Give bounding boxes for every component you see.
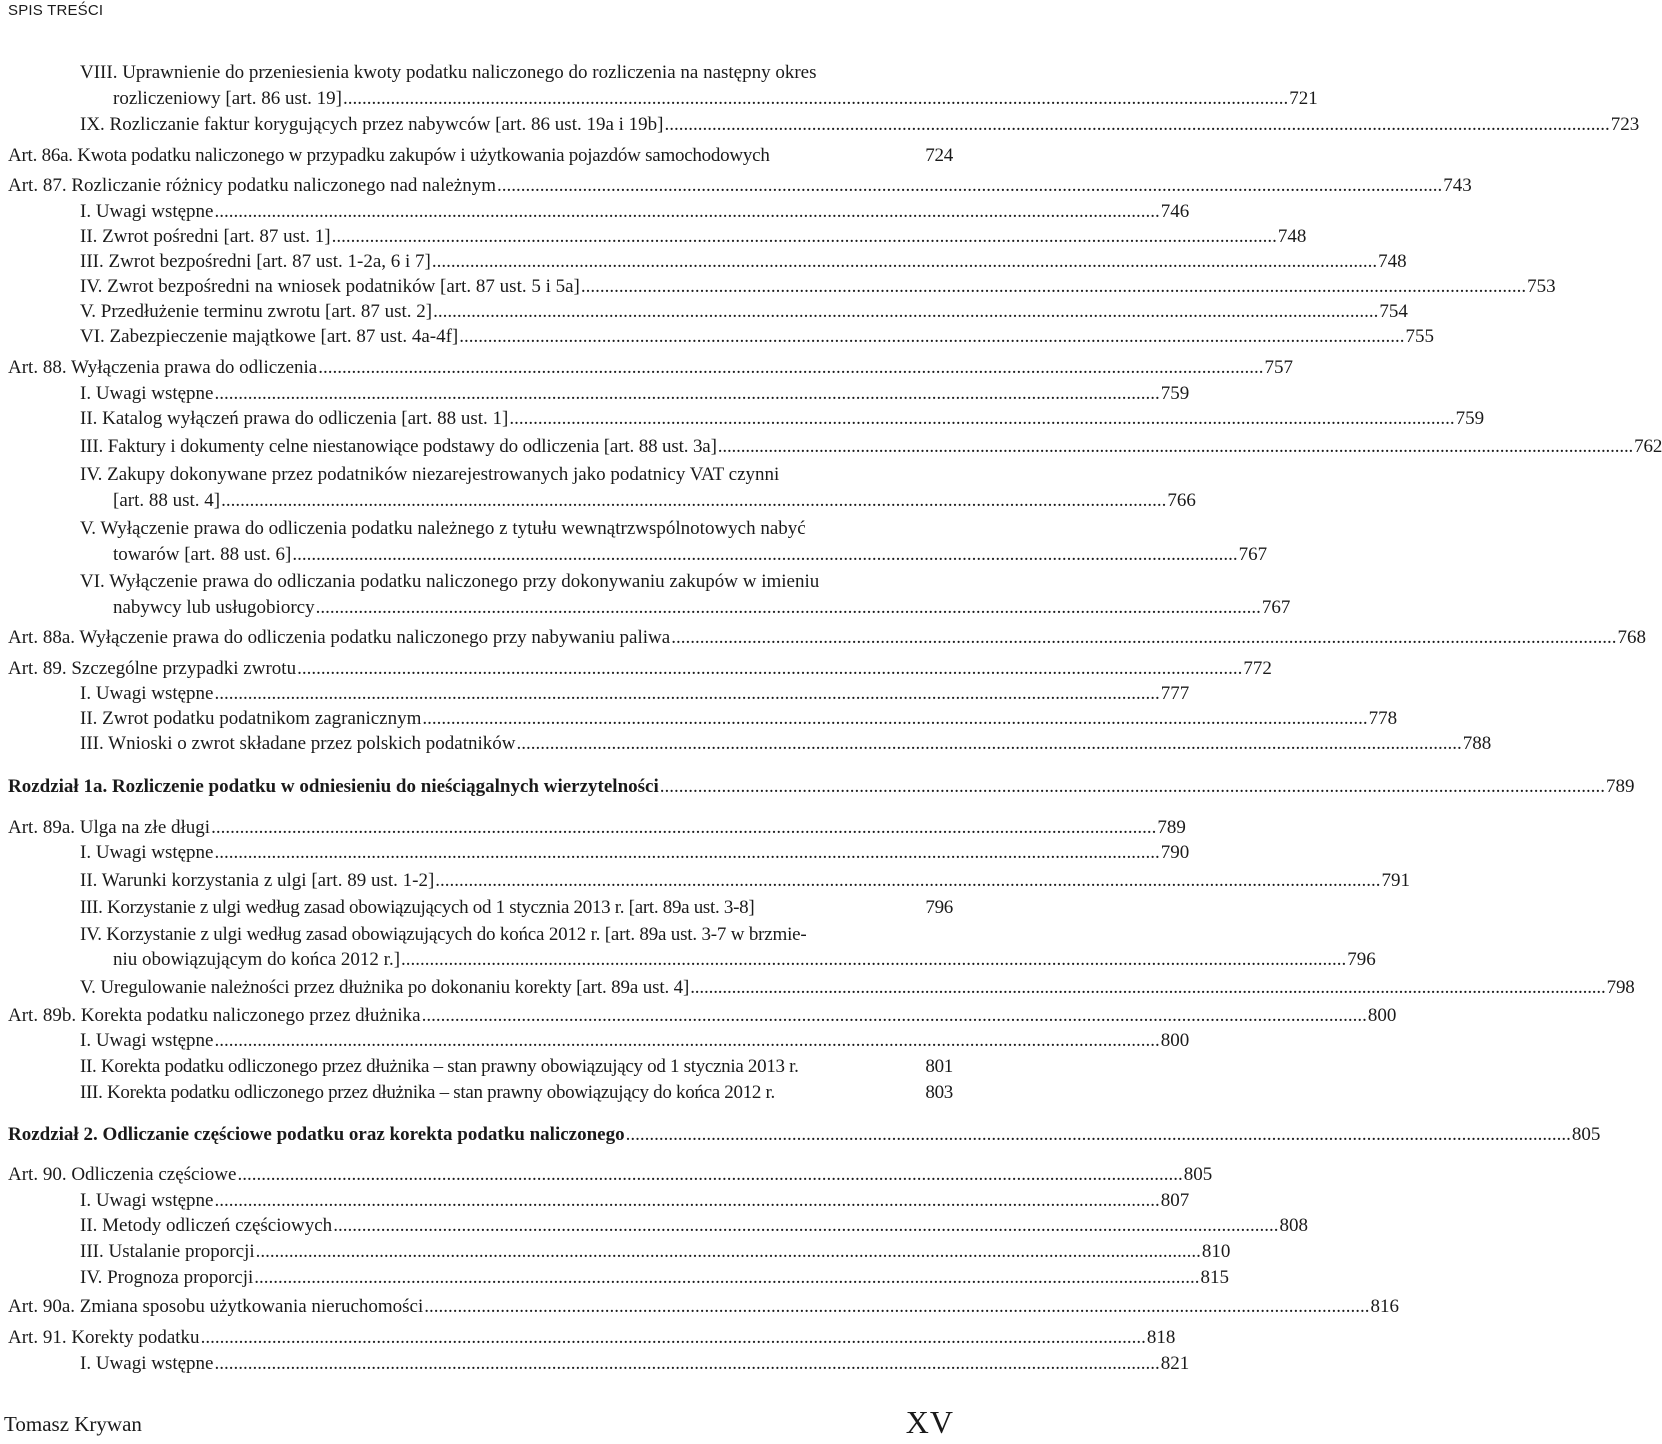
footer-page-number: XV [905,1404,954,1440]
toc-entry[interactable]: rozliczeniowy [art. 86 ust. 19] ....................................................................................................................................................................................................... 721 [113,86,953,112]
footer-author: Tomasz Krywan [4,1412,142,1436]
dot-leader: ....................................................................................................................................................................................................... [459,326,1405,347]
toc-entry[interactable]: I. Uwagi wstępne ....................................................................................................................................................................................................... 746 [80,199,953,225]
toc-page-number: 772 [1243,658,1272,679]
dot-leader: ....................................................................................................................................................................................................... [237,1164,1183,1185]
dot-leader: ....................................................................................................................................................................................................... [292,544,1238,565]
dot-leader: ....................................................................................................................................................................................................... [580,276,1527,297]
toc-entry[interactable]: III. Wnioski o zwrot składane przez polskich podatników ....................................................................................................................................................................................................... 788 [80,731,953,757]
toc-entry[interactable]: II. Metody odliczeń częściowych ....................................................................................................................................................................................................... 808 [80,1213,953,1239]
dot-leader: ....................................................................................................................................................................................................... [214,383,1160,404]
toc-entry[interactable]: IX. Rozliczanie faktur korygujących przez nabywców [art. 86 ust. 19a i 19b] ....................................................................................................................................................................................................... 723 [80,112,953,138]
dot-leader: ....................................................................................................................................................................................................... [214,1190,1160,1211]
dot-leader: ....................................................................................................................................................................................................... [214,842,1160,863]
toc-page-number: 808 [1279,1215,1308,1236]
toc-page-number: 724 [925,145,953,166]
toc-page-number: 743 [1443,175,1472,196]
toc-entry[interactable]: II. Warunki korzystania z ulgi [art. 89 ust. 1-2] ....................................................................................................................................................................................................... 791 [80,868,953,894]
toc-page-number: 798 [1606,977,1635,998]
toc-page-number: 748 [1378,251,1407,272]
dot-leader: ....................................................................................................................................................................................................... [315,597,1261,618]
toc-page-number: 759 [1160,383,1190,404]
toc-entry[interactable]: Art. 89. Szczególne przypadki zwrotu ....................................................................................................................................................................................................... 772 [8,656,953,682]
toc-entry[interactable]: I. Uwagi wstępne ....................................................................................................................................................................................................... 777 [80,681,953,707]
dot-leader: ....................................................................................................................................................................................................... [659,776,1605,797]
toc-page-number: 801 [925,1056,953,1077]
toc-page-number: 810 [1201,1241,1231,1262]
dot-leader: ....................................................................................................................................................................................................... [342,88,1289,109]
dot-leader: ....................................................................................................................................................................................................... [211,817,1157,838]
toc-page-number: 748 [1277,226,1307,247]
toc-page-number: 803 [925,1082,953,1103]
toc-entry[interactable]: I. Uwagi wstępne ....................................................................................................................................................................................................... 790 [80,840,953,866]
toc-entry[interactable]: III. Faktury i dokumenty celne niestanowiące podstawy do odliczenia [art. 88 ust. 3a] ....................................................................................................................................................................................................... 762 [80,434,953,460]
toc-page-number: 746 [1160,201,1190,222]
toc-page-number: 815 [1200,1267,1230,1288]
toc-entry[interactable]: IV. Korzystanie z ulgi według zasad obowiązujących do końca 2012 r. [art. 89a ust. 3-7 w brzmie- [80,924,807,945]
toc-entry[interactable]: I. Uwagi wstępne ....................................................................................................................................................................................................... 807 [80,1188,953,1214]
toc-page-number: 757 [1264,357,1293,378]
toc-entry[interactable]: V. Uregulowanie należności przez dłużnika po dokonaniu korekty [art. 89a ust. 4] ....................................................................................................................................................................................................... 798 [80,975,953,1001]
dot-leader: ....................................................................................................................................................................................................... [331,226,1277,247]
toc-chapter-entry[interactable]: Rozdział 2. Odliczanie częściowe podatku oraz korekta podatku naliczonego ....................................................................................................................................................................................................... 805 [8,1122,953,1148]
toc-entry[interactable]: III. Korekta podatku odliczonego przez dłużnika – stan prawny obowiązujący do końca 2012 r. 803 [80,1080,953,1106]
toc-entry[interactable]: I. Uwagi wstępne ....................................................................................................................................................................................................... 800 [80,1028,953,1054]
toc-page-number: 800 [1367,1005,1397,1026]
dot-leader: ....................................................................................................................................................................................................... [401,949,1347,970]
toc-page-number: 818 [1146,1327,1176,1348]
toc-entry[interactable]: [art. 88 ust. 4] ....................................................................................................................................................................................................... 766 [113,488,953,514]
toc-entry[interactable]: niu obowiązującym do końca 2012 r.] ....................................................................................................................................................................................................... 796 [113,947,953,973]
dot-leader: ....................................................................................................................................................................................................... [200,1327,1146,1348]
toc-entry[interactable]: Art. 88a. Wyłączenie prawa do odliczenia podatku naliczonego przy nabywaniu paliwa ....................................................................................................................................................................................................... 768 [8,625,953,651]
toc-page-number: 723 [1610,114,1640,135]
toc-entry[interactable]: Art. 91. Korekty podatku ....................................................................................................................................................................................................... 818 [8,1325,953,1351]
toc-entry[interactable]: IV. Zakupy dokonywane przez podatników niezarejestrowanych jako podatnicy VAT czynni [80,464,780,485]
toc-entry[interactable]: III. Ustalanie proporcji ....................................................................................................................................................................................................... 810 [80,1239,953,1265]
dot-leader: ....................................................................................................................................................................................................... [664,114,1610,135]
toc-page-number: 807 [1160,1190,1190,1211]
toc-entry[interactable]: nabywcy lub usługobiorcy ....................................................................................................................................................................................................... 767 [113,595,953,621]
toc-entry[interactable]: IV. Prognoza proporcji ....................................................................................................................................................................................................... 815 [80,1265,953,1291]
toc-entry[interactable]: V. Przedłużenie terminu zwrotu [art. 87 ust. 2] ....................................................................................................................................................................................................... 754 [80,299,953,325]
toc-page-number: 789 [1606,776,1635,797]
toc-entry[interactable]: Art. 89a. Ulga na złe długi ....................................................................................................................................................................................................... 789 [8,815,953,841]
dot-leader: ....................................................................................................................................................................................................... [318,357,1264,378]
toc-entry[interactable]: I. Uwagi wstępne ....................................................................................................................................................................................................... 759 [80,381,953,407]
toc-entry[interactable]: Art. 90a. Zmiana sposobu użytkowania nieruchomości ....................................................................................................................................................................................................... 816 [8,1294,953,1320]
toc-page-number: 777 [1160,683,1190,704]
toc-page-number: 778 [1368,708,1398,729]
dot-leader: ....................................................................................................................................................................................................... [297,658,1243,679]
toc-page-number: 767 [1238,544,1268,565]
dot-leader: ....................................................................................................................................................................................................... [214,1030,1160,1051]
toc-page-number: 754 [1379,301,1408,322]
toc-entry[interactable]: I. Uwagi wstępne ....................................................................................................................................................................................................... 821 [80,1351,953,1377]
toc-entry[interactable]: Art. 89b. Korekta podatku naliczonego przez dłużnika ....................................................................................................................................................................................................... 800 [8,1003,953,1029]
toc-entry[interactable]: Art. 88. Wyłączenia prawa do odliczenia ....................................................................................................................................................................................................... 757 [8,355,953,381]
dot-leader: ....................................................................................................................................................................................................... [214,1353,1160,1374]
toc-page-number: 796 [1347,949,1376,970]
running-header: SPIS TREŚCI [8,2,104,19]
dot-leader: ....................................................................................................................................................................................................... [497,175,1443,196]
toc-page-number: 791 [1381,870,1411,891]
toc-entry[interactable]: towarów [art. 88 ust. 6] ....................................................................................................................................................................................................... 767 [113,542,953,568]
toc-entry[interactable]: II. Katalog wyłączeń prawa do odliczenia [art. 88 ust. 1] ....................................................................................................................................................................................................... 759 [80,406,953,432]
toc-entry[interactable]: VIII. Uprawnienie do przeniesienia kwoty podatku naliczonego do rozliczenia na następny okres [80,62,817,83]
toc-chapter-entry[interactable]: Rozdział 1a. Rozliczenie podatku w odniesieniu do nieściągalnych wierzytelności ....................................................................................................................................................................................................... 789 [8,774,953,800]
dot-leader: ....................................................................................................................................................................................................... [424,1296,1370,1317]
toc-page-number: 768 [1617,627,1646,648]
toc-entry[interactable]: Art. 90. Odliczenia częściowe ....................................................................................................................................................................................................... 805 [8,1162,953,1188]
dot-leader: ....................................................................................................................................................................................................... [690,977,1606,998]
dot-leader: ....................................................................................................................................................................................................... [516,733,1462,754]
toc-entry[interactable]: II. Zwrot podatku podatnikom zagranicznym ....................................................................................................................................................................................................... 778 [80,706,953,732]
toc-page-number: 759 [1455,408,1485,429]
dot-leader: ....................................................................................................................................................................................................... [717,436,1634,457]
toc-page-number: 721 [1289,88,1318,109]
toc-page-number: 762 [1634,436,1662,457]
toc-page-number: 796 [925,897,953,918]
toc-page-number: 821 [1160,1353,1190,1374]
dot-leader: ....................................................................................................................................................................................................... [254,1267,1200,1288]
toc-page-number: 766 [1167,490,1196,511]
dot-leader: ....................................................................................................................................................................................................... [509,408,1455,429]
dot-leader: ....................................................................................................................................................................................................... [625,1124,1571,1145]
dot-leader: ....................................................................................................................................................................................................... [214,683,1160,704]
toc-page-number: 767 [1261,597,1291,618]
toc-page-number: 789 [1157,817,1186,838]
toc-page-number: 800 [1160,1030,1190,1051]
dot-leader: ....................................................................................................................................................................................................... [435,870,1381,891]
dot-leader: ....................................................................................................................................................................................................... [431,251,1378,272]
toc-entry[interactable]: III. Zwrot bezpośredni [art. 87 ust. 1-2a, 6 i 7] ....................................................................................................................................................................................................... 748 [80,249,953,275]
toc-entry[interactable]: IV. Zwrot bezpośredni na wniosek podatników [art. 87 ust. 5 i 5a] ....................................................................................................................................................................................................... 753 [80,274,953,300]
dot-leader: ....................................................................................................................................................................................................... [421,1005,1367,1026]
toc-entry[interactable]: Art. 87. Rozliczanie różnicy podatku naliczonego nad należnym ....................................................................................................................................................................................................... 743 [8,173,953,199]
toc-page-number: 755 [1405,326,1434,347]
toc-entry[interactable]: II. Zwrot pośredni [art. 87 ust. 1] ....................................................................................................................................................................................................... 748 [80,224,953,250]
dot-leader: ....................................................................................................................................................................................................... [422,708,1368,729]
dot-leader: ....................................................................................................................................................................................................... [255,1241,1201,1262]
toc-page-number: 788 [1462,733,1492,754]
dot-leader: ....................................................................................................................................................................................................... [221,490,1167,511]
toc-entry[interactable]: III. Korzystanie z ulgi według zasad obowiązujących od 1 stycznia 2013 r. [art. 89a ust. 3-8] 796 [80,895,953,921]
toc-entry[interactable]: II. Korekta podatku odliczonego przez dłużnika – stan prawny obowiązujący od 1 stycznia 2013 r. 801 [80,1054,953,1080]
toc-entry[interactable]: V. Wyłączenie prawa do odliczenia podatku należnego z tytułu wewnątrzwspólnotowych nabyć [80,518,806,539]
toc-page-number: 805 [1183,1164,1213,1185]
toc-entry[interactable]: VI. Wyłączenie prawa do odliczania podatku naliczonego przy dokonywaniu zakupów w imieniu [80,571,820,592]
dot-leader: ....................................................................................................................................................................................................... [214,201,1160,222]
toc-page-number: 790 [1160,842,1190,863]
toc-entry[interactable]: Art. 86a. Kwota podatku naliczonego w przypadku zakupów i użytkowania pojazdów samochodowych 724 [8,143,953,169]
toc-page-number: 816 [1370,1296,1400,1317]
toc-page-number: 753 [1527,276,1556,297]
toc-entry[interactable]: VI. Zabezpieczenie majątkowe [art. 87 ust. 4a-4f] ....................................................................................................................................................................................................... 755 [80,324,953,350]
toc-page-number: 805 [1571,1124,1601,1145]
dot-leader: ....................................................................................................................................................................................................... [671,627,1617,648]
dot-leader: ....................................................................................................................................................................................................... [433,301,1379,322]
dot-leader: ....................................................................................................................................................................................................... [333,1215,1279,1236]
